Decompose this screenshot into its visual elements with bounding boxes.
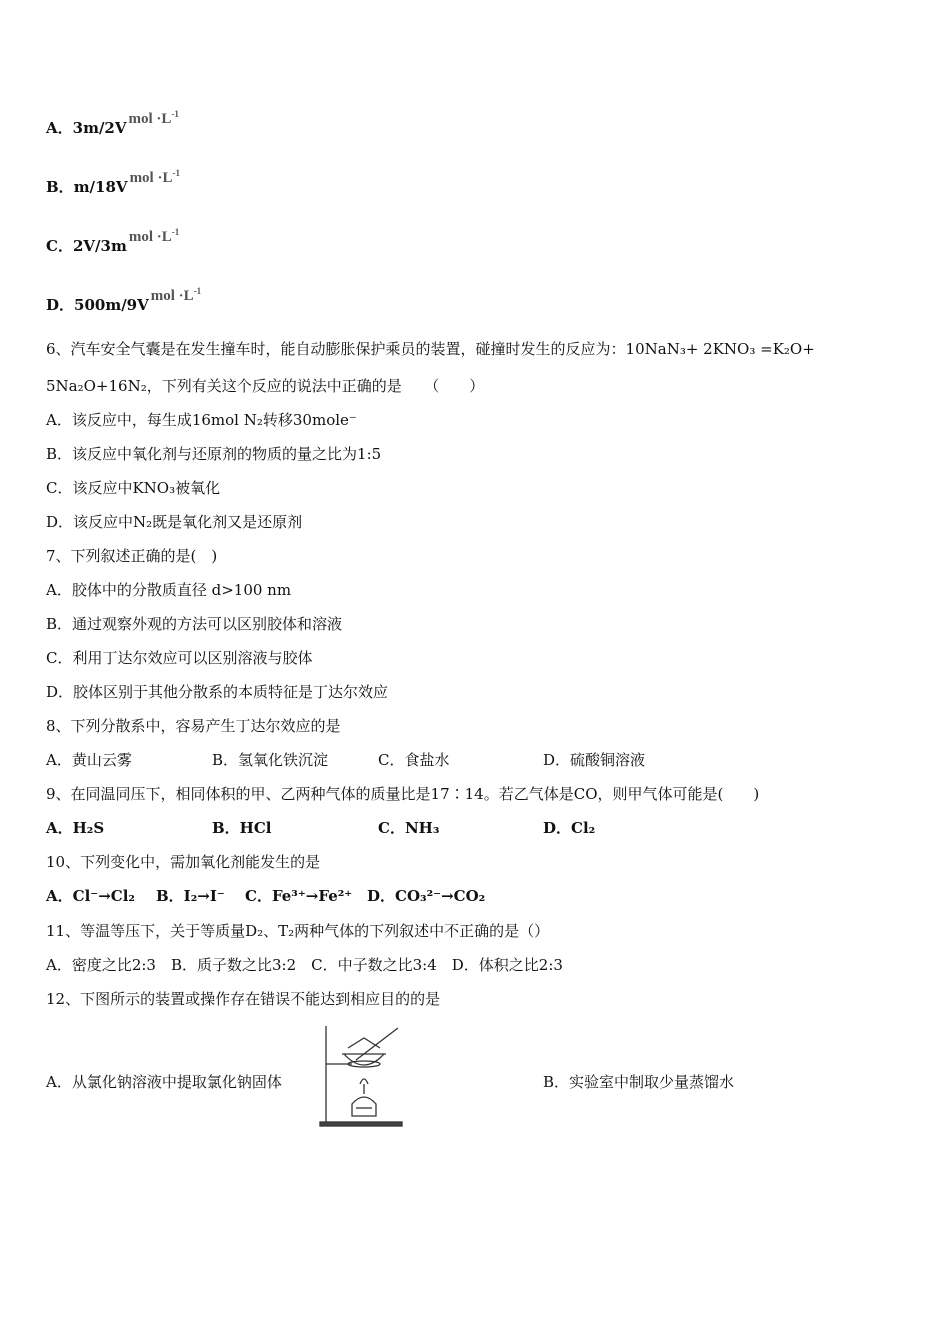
evaporation-apparatus-illustration [318,1024,406,1128]
q8-option-c: C．食盐水 [378,751,450,769]
q9-option-a: A．H₂S [46,819,105,837]
q7-option-a: A．胶体中的分散质直径 d>100 nm [46,581,292,599]
q7-stem: 7、下列叙述正确的是( ) [46,547,218,565]
q10-option-b: B．I₂→I⁻ [156,887,225,905]
q10-option-d: D．CO₃²⁻→CO₂ [367,887,486,905]
unit-label: mol $\cdot L^{-1}$ [128,227,180,245]
q9-option-c: C．NH₃ [378,819,440,837]
q6-option-c: C．该反应中KNO₃被氧化 [46,479,221,497]
q10-option-a: A．Cl⁻→Cl₂ [46,887,135,905]
q10-stem: 10、下列变化中，需加氧化剂能发生的是 [46,853,321,871]
q5-option-c: C．2V/3m mol $\cdot L^{-1}$ [46,227,180,255]
unit-label: mol $\cdot L^{-1}$ [150,286,202,304]
q9-option-b: B．HCl [212,819,272,837]
q6-stem-line2: 5Na₂O+16N₂，下列有关这个反应的说法中正确的是 （ ） [46,377,485,395]
q11-options: A．密度之比2:3 B．质子数之比3:2 C．中子数之比3:4 D．体积之比2:3 [46,956,563,974]
q8-option-a: A．黄山云雾 [46,751,132,769]
q10-option-c: C．Fe³⁺→Fe²⁺ [245,887,353,905]
q5-option-b: B．m/18V mol $\cdot L^{-1}$ [46,168,180,196]
q12-stem: 12、下图所示的装置或操作存在错误不能达到相应目的的是 [46,990,441,1008]
q5-option-d: D．500m/9V mol $\cdot L^{-1}$ [46,286,202,314]
q6-stem-line1: 6、汽车安全气囊是在发生撞车时，能自动膨胀保护乘员的装置，碰撞时发生的反应为：10NaN₃+ 2KNO₃ =K₂O+ [46,340,815,358]
q9-stem: 9、在同温同压下，相同体积的甲、乙两种气体的质量比是17∶14。若乙气体是CO，则甲气体可能是( ) [46,785,760,803]
q9-option-d: D．Cl₂ [543,819,596,837]
q8-option-d: D．硫酸铜溶液 [543,751,646,769]
unit-label: mol $\cdot L^{-1}$ [128,109,179,127]
q5-option-a: A．3m/2V mol $\cdot L^{-1}$ [46,109,179,137]
q8-stem: 8、下列分散系中，容易产生丁达尔效应的是 [46,717,341,735]
unit-label: mol $\cdot L^{-1}$ [129,168,180,186]
q7-option-d: D．胶体区别于其他分散系的本质特征是丁达尔效应 [46,683,389,701]
q7-option-b: B．通过观察外观的方法可以区别胶体和溶液 [46,615,343,633]
q7-option-c: C．利用丁达尔效应可以区别溶液与胶体 [46,649,313,667]
q11-stem: 11、等温等压下，关于等质量D₂、T₂两种气体的下列叙述中不正确的是（） [46,922,550,940]
q6-option-d: D．该反应中N₂既是氧化剂又是还原剂 [46,513,303,531]
q12-option-a: A．从氯化钠溶液中提取氯化钠固体 [46,1073,282,1091]
q8-option-b: B．氢氧化铁沉淀 [212,751,329,769]
q6-option-b: B．该反应中氧化剂与还原剂的物质的量之比为1:5 [46,445,382,463]
q6-option-a: A．该反应中，每生成16mol N₂转移30mole⁻ [46,411,357,429]
q12-option-b: B．实验室中制取少量蒸馏水 [543,1073,735,1091]
